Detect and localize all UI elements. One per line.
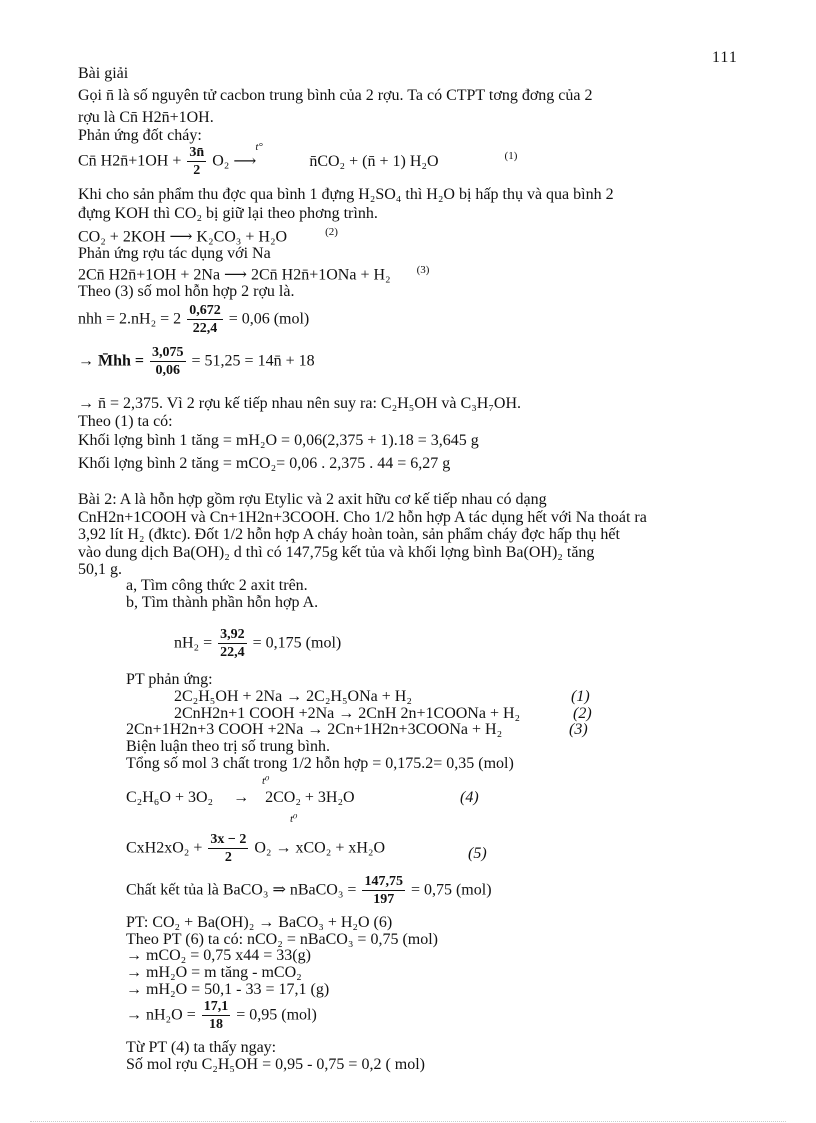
text-line: đựng KOH thì CO₂ bị giữ lại theo phơng trình. <box>78 205 378 222</box>
temperature-label: t⁰ <box>262 775 270 787</box>
reaction-1: 2C₂H₅OH + 2Na → 2C₂H₅ONa + H₂ <box>174 688 412 705</box>
text-line: → mH₂O = m tăng - mCO₂ <box>126 964 302 981</box>
eq-tag: (1) <box>504 150 518 163</box>
text-line: Biện luận theo trị số trung bình. <box>126 738 330 755</box>
text-line: Phản ứng đốt cháy: <box>78 127 202 144</box>
text-line: rợu là Cn̄ H2n̄+1OH. <box>78 109 214 126</box>
reaction-tag: (3) <box>569 721 588 738</box>
text-line: Theo (3) số mol hỗn hợp 2 rợu là. <box>78 283 295 300</box>
reaction-5: CxH2xO₂ + $\frac{3x - 2}{2}$ O₂ → xCO₂ + xH₂O <box>126 832 386 865</box>
equation-co2-koh: CO₂ + 2KOH ⟶ K₂CO₃ + H₂O $^{(2)}$ <box>78 226 338 246</box>
question-a: a, Tìm công thức 2 axit trên. <box>126 577 308 594</box>
question-b: b, Tìm thành phần hỗn hợp A. <box>126 594 319 611</box>
page-bottom-divider <box>30 1121 786 1122</box>
text-line: PT: CO₂ + Ba(OH)₂ → BaCO₃ + H₂O (6) <box>126 914 393 931</box>
text-line: Khối lợng bình 2 tăng = mCO₂= 0,06 . 2,375 . 44 = 6,27 g <box>78 455 451 472</box>
text-line: → mCO₂ = 0,75 x44 = 33(g) <box>126 947 311 964</box>
problem-text: vào dung dịch Ba(OH)₂ d thì có 147,75g kết tủa và khối lợng bình Ba(OH)₂ tăng <box>78 544 595 561</box>
equation-nh2: nH₂ = $\frac{3,92}{22,4}$ = 0,175 (mol) <box>174 627 342 660</box>
arrow-icon: → <box>233 789 250 806</box>
eq-o2: O₂ <box>212 152 230 170</box>
text-line: Khối lợng bình 1 tăng = mH₂O = 0,06(2,375 + 1).18 = 3,645 g <box>78 432 479 449</box>
text-line: Từ PT (4) ta thấy ngay: <box>126 1039 277 1056</box>
arrow-icon: t° ⟶ <box>233 140 263 170</box>
reaction-3: 2Cn+1H2n+3 COOH +2Na → 2Cn+1H2n+3COONa + H₂ <box>126 721 503 738</box>
eq-tag: (2) <box>325 226 338 238</box>
fraction: $\frac{3,075}{0,06}$ <box>152 345 184 378</box>
page-number: 111 <box>712 49 738 66</box>
text-line: Khi cho sản phẩm thu đợc qua bình 1 đựng H₂SO₄ thì H₂O bị hấp thụ và qua bình 2 <box>78 186 614 203</box>
fraction: $\frac{3x - 2}{2}$ <box>210 832 247 865</box>
equation-molar-mass: → M̄hh = $\frac{3,075}{0,06}$ = 51,25 = 14n̄ + 18 <box>78 345 315 378</box>
equation-precipitate: Chất kết tủa là BaCO₃ ⇒ nBaCO₃ = $\frac{147,75}{197}$ = 0,75 (mol) <box>126 874 492 907</box>
reaction-2: 2CnH2n+1 COOH +2Na → 2CnH 2n+1COONa + H₂ <box>174 705 521 722</box>
text-line: PT phản ứng: <box>126 671 213 688</box>
equation-nhh: nhh = 2.nH₂ = 2 $\frac{0,672}{22,4}$ = 0,06 (mol) <box>78 303 310 336</box>
fraction: $\frac{3n̄}{2}$ <box>189 145 205 178</box>
equation-alcohol-na: 2Cn̄ H2n̄+1OH + 2Na ⟶ 2Cn̄ H2n̄+1ONa + H₂ $^{(3)}$ <box>78 264 430 284</box>
eq-tag: (3) <box>416 264 430 276</box>
text-line: Số mol rợu C₂H₅OH = 0,95 - 0,75 = 0,2 ( mol) <box>126 1056 425 1073</box>
text-line: Theo (1) ta có: <box>78 413 173 430</box>
fraction: $\frac{3,92}{22,4}$ <box>220 627 245 660</box>
reaction-tag: (5) <box>468 845 487 862</box>
text-line: Gọi n̄ là số nguyên tử cacbon trung bình của 2 rợu. Ta có CTPT tơng đơng của 2 <box>78 87 593 104</box>
reaction-tag: (1) <box>571 688 590 705</box>
reaction-tag: (4) <box>460 789 479 806</box>
equation-nh2o: → nH₂O = $\frac{17,1}{18}$ = 0,95 (mol) <box>126 999 317 1032</box>
reaction-4: C₂H₆O + 3O₂ → 2CO₂ + 3H₂O <box>126 789 355 806</box>
temperature-label: t⁰ <box>290 813 298 825</box>
text-line: → mH₂O = 50,1 - 33 = 17,1 (g) <box>126 981 330 998</box>
eq-right: n̄CO₂ + (n̄ + 1) H₂O <box>309 152 439 170</box>
text-line: Theo PT (6) ta có: nCO₂ = nBaCO₃ = 0,75 (mol) <box>126 931 438 948</box>
eq-left: Cn̄ H2n̄+1OH + <box>78 152 186 170</box>
solution-heading: Bài giải <box>78 65 129 82</box>
temperature-label: t° <box>255 140 263 153</box>
text-line: Tổng số mol 3 chất trong 1/2 hỗn hợp = 0,175.2= 0,35 (mol) <box>126 755 514 772</box>
fraction: $\frac{0,672}{22,4}$ <box>189 303 221 336</box>
fraction: $\frac{17,1}{18}$ <box>203 999 229 1032</box>
text-line: → n̄ = 2,375. Vì 2 rợu kế tiếp nhau nên suy ra: C₂H₅OH và C₃H₇OH. <box>78 395 522 412</box>
problem-text: 3,92 lít H₂ (đktc). Đốt 1/2 hỗn hợp A cháy hoàn toàn, sản phẩm cháy đợc hấp thụ hết <box>78 526 620 543</box>
problem-text: 50,1 g. <box>78 561 122 578</box>
text-line: Phản ứng rợu tác dụng với Na <box>78 245 271 262</box>
problem-text: Bài 2: A là hỗn hợp gồm rợu Etylic và 2 axit hữu cơ kế tiếp nhau có dạng <box>78 491 547 508</box>
fraction: $\frac{147,75}{197}$ <box>364 874 403 907</box>
equation-combustion <box>78 140 518 178</box>
problem-text: CnH2n+1COOH và Cn+1H2n+3COOH. Cho 1/2 hỗn hợp A tác dụng hết với Na thoát ra <box>78 509 647 526</box>
reaction-tag: (2) <box>573 705 592 722</box>
